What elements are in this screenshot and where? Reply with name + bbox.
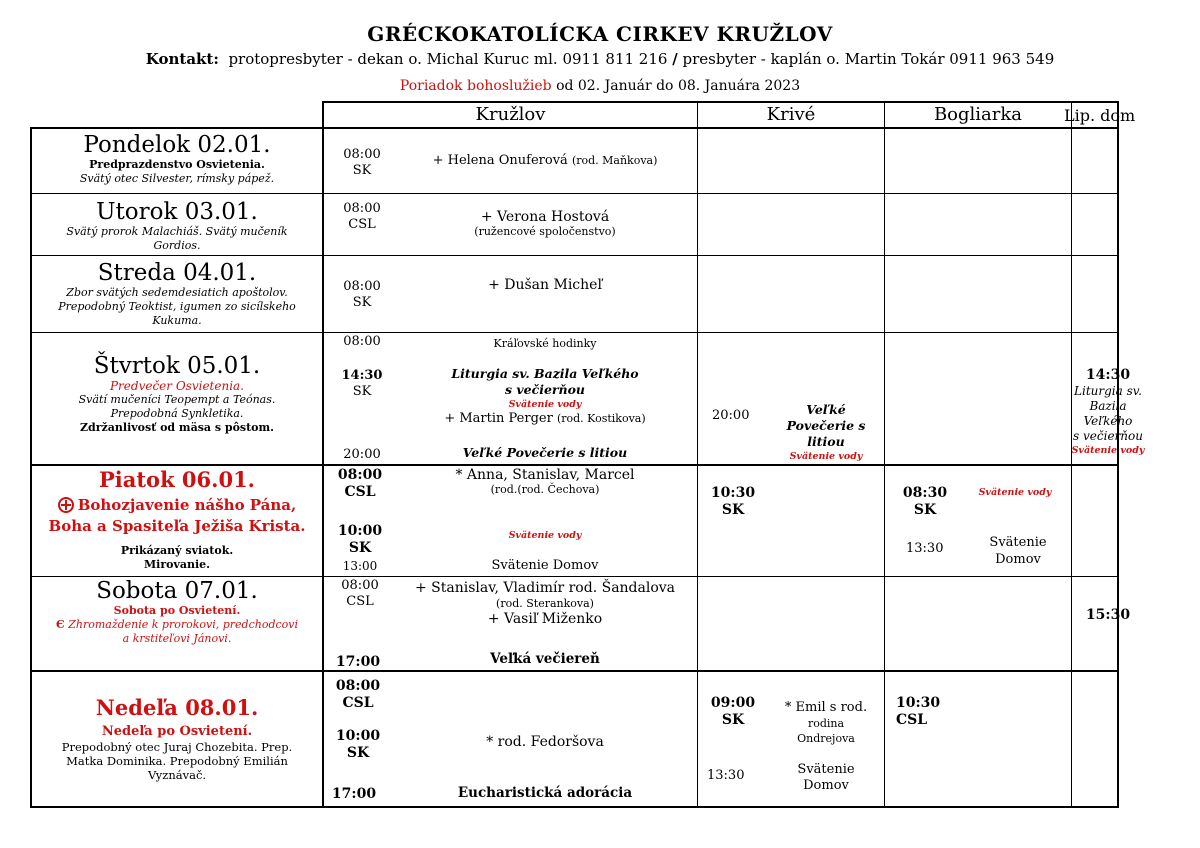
kruzlov-sun-event-3: Eucharistická adorácia — [457, 785, 633, 801]
period-line — [0, 78, 1200, 94]
kruzlov-tue-time: 08:00 CSL — [343, 201, 381, 232]
krive-sun-event-2: Svätenie Domov — [797, 762, 855, 793]
krive-thu-time: 20:00 — [712, 408, 750, 423]
kruzlov-thu-time-3: 20:00 — [343, 447, 381, 462]
day-saint: Matka Dominika. Prepodobný Emilián — [66, 754, 288, 768]
day-saint: Є Zhromaždenie k prorokovi, predchodcovi — [55, 618, 299, 631]
day-name: Pondelok 02.01. — [83, 132, 271, 158]
kruzlov-fri-time-2: 10:00 SK — [337, 523, 383, 556]
day-wednesday — [32, 260, 322, 328]
day-feast: Nedeľa po Osvietení. — [101, 724, 253, 739]
kruzlov-sun-event-2: * rod. Fedoršova — [486, 734, 604, 750]
day-feast: Boha a Spasiteľa Ježiša Krista. — [48, 517, 306, 535]
kruzlov-mon-intention: + Helena Onuferová (rod. Maňkova) — [432, 153, 658, 168]
day-saint: Zbor svätých sedemdesiatich apoštolov. — [66, 286, 288, 299]
day-obligation: Prikázaný sviatok. — [120, 544, 234, 557]
day-saint: Svätý prorok Malachiáš. Svätý mučeník — [66, 225, 288, 238]
kruzlov-tue-intention: + Verona Hostová (ružencové spoločenstvo) — [474, 209, 616, 238]
bogliarka-fri-time-2: 13:30 — [906, 541, 944, 556]
period-label: Poriadok bohoslužieb — [399, 78, 552, 94]
feast-cross-icon — [58, 497, 74, 513]
day-feast: Sobota po Osvietení. — [113, 604, 241, 617]
column-lip-dom: Lip. dom — [1064, 106, 1136, 125]
kruzlov-mon-time: 08:00 SK — [343, 147, 381, 178]
column-krive: Krivé — [766, 104, 816, 125]
day-name: Sobota 07.01. — [96, 578, 258, 604]
day-name: Streda 04.01. — [97, 260, 257, 286]
day-feast: Bohozjavenie nášho Pána, — [32, 495, 322, 516]
lip-sat-time: 15:30 — [1085, 607, 1131, 623]
krive-fri-time: 10:30 SK — [710, 485, 756, 518]
kruzlov-thu-event-2: Liturgia sv. Bazila Veľkého s večierňou Svätenie vody + Martin Perger (rod. Kostikova) — [444, 366, 646, 426]
krive-sun-time-2: 13:30 — [707, 768, 745, 783]
kruzlov-wed-intention: + Dušan Micheľ — [488, 277, 602, 293]
day-saturday — [32, 578, 322, 646]
day-saint: Prepodobný otec Juraj Chozebita. Prep. — [61, 740, 293, 754]
lip-thu-event: 14:30 Liturgia sv. Bazila Veľkého s večierňou Svätenie vody — [1071, 367, 1145, 456]
kruzlov-thu-time-1: 08:00 — [343, 334, 381, 349]
bogliarka-sun-time: 10:30 CSL — [896, 695, 941, 728]
column-bogliarka: Bogliarka — [933, 104, 1023, 125]
day-saint: Prepodobná Synkletika. — [110, 407, 244, 420]
day-saint: Svätý otec Silvester, rímsky pápež. — [79, 172, 275, 185]
period-range: od 02. Január do 08. Januára 2023 — [556, 78, 801, 94]
kruzlov-thu-event-1: Kráľovské hodinky — [493, 337, 597, 350]
bogliarka-fri-event: Svätenie vody — [978, 487, 1052, 498]
krive-sun-event: * Emil s rod. rodina Ondrejova — [784, 700, 868, 745]
day-friday — [32, 467, 322, 572]
kruzlov-fri-time-3: 13:00 — [342, 559, 378, 573]
day-saint: Vyznávač. — [147, 768, 207, 782]
day-saint: Svätí mučeníci Teopempt a Teónas. — [78, 393, 276, 406]
contact-separator: / — [672, 50, 678, 68]
day-fasting: Zdržanlivosť od mäsa s pôstom. — [80, 421, 274, 434]
kruzlov-fri-event-2: Svätenie vody — [508, 530, 582, 541]
contact-label: Kontakt: — [145, 50, 219, 68]
kruzlov-fri-time-1: 08:00 CSL — [337, 467, 383, 500]
day-sunday — [32, 695, 322, 782]
bogliarka-fri-time: 08:30 SK — [902, 485, 948, 518]
kruzlov-sat-event-1: + Stanislav, Vladimír rod. Šandalova (rod. Sterankova) + Vasiľ Miženko — [414, 580, 676, 627]
page-title: GRÉCKOKATOLÍCKA CIRKEV KRUŽLOV — [367, 22, 833, 46]
kruzlov-fri-event-3: Svätenie Domov — [491, 558, 599, 573]
day-name: Utorok 03.01. — [96, 199, 258, 225]
contact-dean: protopresbyter - dekan o. Michal Kuruc ml. 0911 811 216 — [228, 50, 668, 68]
day-thursday — [32, 353, 322, 435]
contact-chaplain: presbyter - kaplán o. Martin Tokár 0911 963 549 — [682, 50, 1055, 68]
bogliarka-fri-event-2: Svätenie Domov — [989, 535, 1047, 567]
day-saint: Prepodobný Teoktist, igumen zo sicílskeho — [58, 300, 296, 313]
kruzlov-sun-time-2: 10:00 SK — [335, 728, 381, 761]
day-feast: Predprazdenstvo Osvietenia. — [89, 158, 265, 171]
contact-line — [0, 50, 1200, 68]
feast-mark-icon: Є — [55, 618, 65, 631]
kruzlov-fri-event-1: * Anna, Stanislav, Marcel (rod.(rod. Čechova) — [455, 467, 635, 496]
kruzlov-sat-time-2: 17:00 — [335, 654, 381, 670]
kruzlov-wed-time: 08:00 SK — [343, 279, 381, 310]
day-saint: a krstiteľovi Jánovi. — [122, 632, 232, 645]
day-saint: Gordios. — [153, 239, 201, 252]
day-obligation: Mirovanie. — [143, 558, 210, 571]
day-name: Nedeľa 08.01. — [95, 695, 259, 720]
kruzlov-thu-event-3: Veľké Povečerie s litiou — [462, 445, 628, 460]
day-name: Štvrtok 05.01. — [93, 353, 261, 379]
kruzlov-sun-time-3: 17:00 — [331, 786, 377, 802]
day-feast: Predvečer Osvietenia. — [109, 379, 245, 393]
day-monday — [32, 132, 322, 186]
column-kruzlov: Kružlov — [475, 104, 546, 125]
krive-thu-event: Veľké Povečerie s litiou Svätenie vody — [786, 402, 866, 462]
kruzlov-thu-time-2: 14:30 SK — [341, 368, 383, 399]
kruzlov-sat-time-1: 08:00 CSL — [341, 578, 379, 609]
kruzlov-sun-time-1: 08:00 CSL — [335, 678, 381, 711]
day-tuesday — [32, 199, 322, 253]
krive-sun-time: 09:00 SK — [710, 695, 756, 728]
day-name: Piatok 06.01. — [98, 467, 255, 492]
day-saint: Kukuma. — [152, 314, 202, 327]
kruzlov-sat-event-2: Veľká večiereň — [490, 651, 600, 667]
